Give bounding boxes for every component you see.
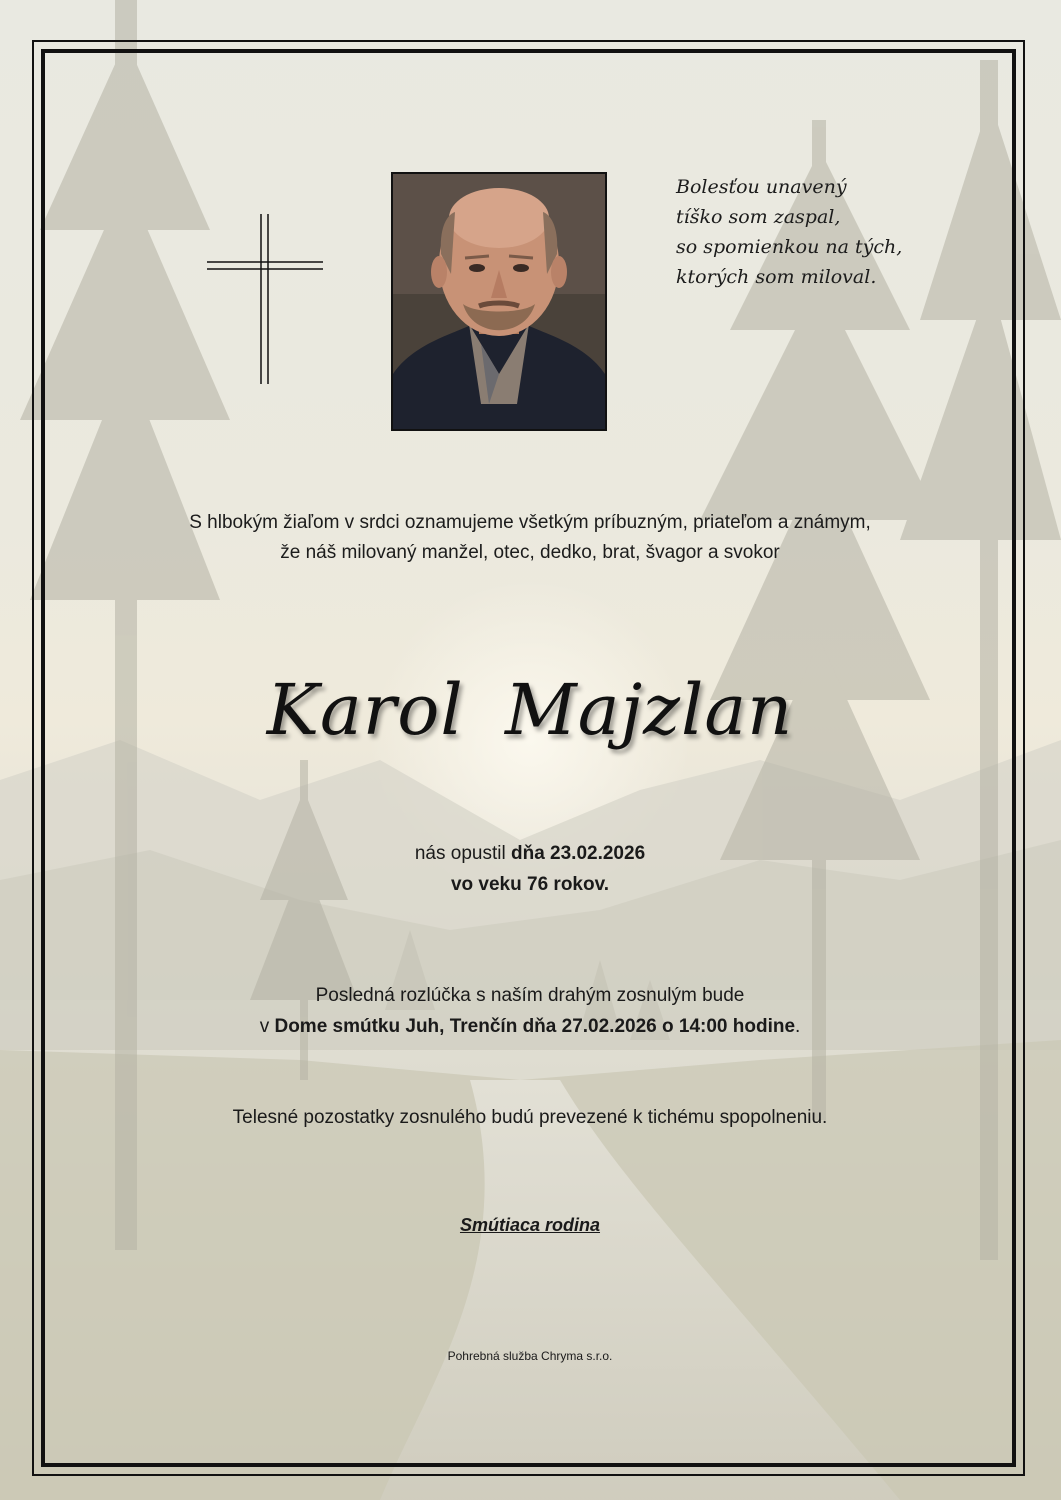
farewell-info bbox=[90, 980, 970, 1042]
poem-line: ktorých som miloval. bbox=[676, 266, 877, 288]
poem bbox=[676, 172, 976, 292]
announcement-intro bbox=[90, 508, 970, 568]
cross-icon bbox=[207, 214, 323, 384]
death-info bbox=[90, 838, 970, 900]
deceased-name: Karol Majzlan bbox=[266, 669, 794, 751]
farewell-suffix: . bbox=[795, 1016, 801, 1037]
portrait-photo bbox=[391, 172, 607, 431]
death-date: dňa 23.02.2026 bbox=[510, 843, 646, 864]
farewell-place-time: Dome smútku Juh, Trenčín dňa 27.02.2026 o 14:00 hodine bbox=[274, 1016, 796, 1037]
remains-note: Telesné pozostatky zosnulého budú prevezené k tichému spopolneniu. bbox=[232, 1107, 828, 1128]
poem-line: tíško som zaspal, bbox=[676, 206, 841, 228]
farewell-line: Posledná rozlúčka s naším drahým zosnulým bude bbox=[315, 985, 745, 1006]
intro-line: že náš milovaný manžel, otec, dedko, brat, švagor a svokor bbox=[280, 542, 780, 563]
death-prefix: nás opustil bbox=[414, 843, 511, 864]
intro-line: S hlbokým žiaľom v srdci oznamujeme všetkým príbuzným, priateľom a známym, bbox=[189, 512, 871, 533]
funeral-service-name: Pohrebná služba Chryma s.r.o. bbox=[447, 1349, 613, 1363]
poem-line: Bolesťou unavený bbox=[676, 176, 847, 198]
death-age: vo veku 76 rokov. bbox=[450, 874, 610, 895]
farewell-prefix: v bbox=[259, 1016, 275, 1037]
poem-line: so spomienkou na tých, bbox=[676, 236, 903, 258]
family-signature: Smútiaca rodina bbox=[459, 1215, 601, 1235]
